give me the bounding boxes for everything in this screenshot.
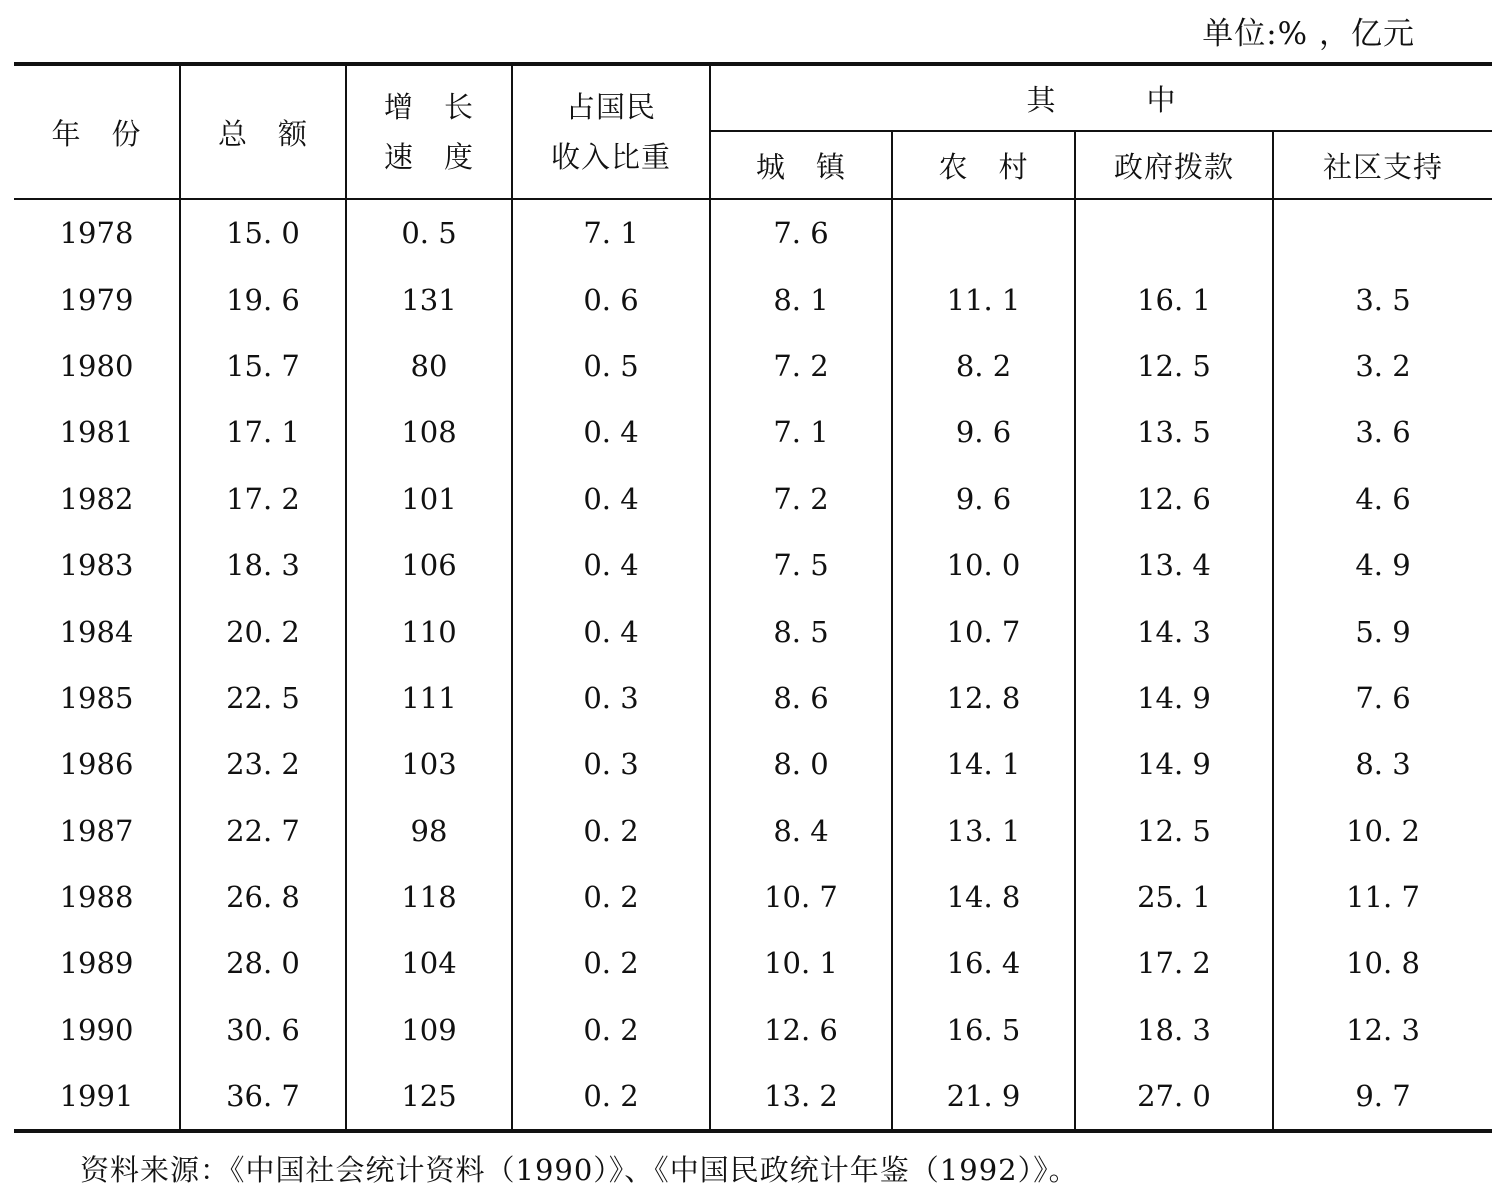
cell-year: 1978 — [14, 199, 180, 266]
cell-share: 0. 3 — [512, 731, 710, 797]
cell-urban: 8. 0 — [710, 731, 892, 797]
cell-rural — [892, 199, 1075, 266]
cell-urban: 13. 2 — [710, 1063, 892, 1131]
cell-year: 1987 — [14, 798, 180, 864]
cell-community: 3. 5 — [1355, 282, 1411, 317]
cell-growth: 118 — [346, 864, 512, 930]
cell-rural: 11. 1 — [892, 266, 1075, 332]
cell-community: 8. 3 — [1355, 747, 1411, 782]
cell-year: 1990 — [14, 997, 180, 1063]
cell-community: 10. 2 — [1346, 813, 1420, 848]
cell-share: 0. 6 — [512, 266, 710, 332]
cell-total: 20. 2 — [180, 598, 346, 664]
cell-community: 3. 6 — [1355, 415, 1411, 450]
table-row — [14, 731, 1492, 797]
cell-total: 36. 7 — [180, 1063, 346, 1131]
cell-community: 5. 9 — [1355, 614, 1411, 649]
cell-gov: 14. 9 — [1075, 731, 1273, 797]
table-row — [14, 798, 1492, 864]
cell-total: 22. 7 — [180, 798, 346, 864]
cell-share: 0. 4 — [512, 598, 710, 664]
header-group: 其 中 — [710, 64, 1492, 131]
cell-gov: 12. 5 — [1075, 798, 1273, 864]
cell-gov: 14. 9 — [1075, 665, 1273, 731]
header-growth: 增 长 速 度 — [346, 64, 512, 199]
table-row — [14, 399, 1492, 465]
cell-share: 0. 5 — [512, 333, 710, 399]
cell-community: 4. 9 — [1355, 548, 1411, 583]
cell-urban: 10. 1 — [710, 930, 892, 996]
cell-rural: 8. 2 — [892, 333, 1075, 399]
cell-growth: 106 — [346, 532, 512, 598]
cell-share: 0. 4 — [512, 399, 710, 465]
cell-share: 0. 3 — [512, 665, 710, 731]
data-table — [14, 62, 1492, 1133]
table-row — [14, 997, 1492, 1063]
cell-urban: 8. 5 — [710, 598, 892, 664]
cell-urban: 8. 4 — [710, 798, 892, 864]
cell-growth: 131 — [346, 266, 512, 332]
cell-growth: 104 — [346, 930, 512, 996]
cell-year: 1989 — [14, 930, 180, 996]
cell-total: 17. 1 — [180, 399, 346, 465]
cell-share: 0. 4 — [512, 466, 710, 532]
cell-rural: 13. 1 — [892, 798, 1075, 864]
table-row — [14, 333, 1492, 399]
cell-community: 4. 6 — [1355, 481, 1411, 516]
cell-year: 1983 — [14, 532, 180, 598]
cell-growth: 80 — [346, 333, 512, 399]
cell-total: 26. 8 — [180, 864, 346, 930]
cell-total: 15. 0 — [180, 199, 346, 266]
cell-share: 0. 2 — [512, 997, 710, 1063]
cell-gov: 17. 2 — [1075, 930, 1273, 996]
cell-urban: 8. 6 — [710, 665, 892, 731]
cell-gov: 13. 4 — [1075, 532, 1273, 598]
cell-share: 0. 4 — [512, 532, 710, 598]
cell-community: 7. 6 — [1355, 680, 1411, 715]
cell-rural: 9. 6 — [892, 399, 1075, 465]
source-note: 资料来源：《中国社会统计资料（1990）》、《中国民政统计年鉴（1992）》。 — [80, 1153, 1079, 1187]
cell-rural: 9. 6 — [892, 466, 1075, 532]
cell-growth: 101 — [346, 466, 512, 532]
cell-growth: 110 — [346, 598, 512, 664]
cell-rural: 12. 8 — [892, 665, 1075, 731]
cell-total: 18. 3 — [180, 532, 346, 598]
cell-share: 0. 2 — [512, 864, 710, 930]
header-share: 占国民 收入比重 — [512, 64, 710, 199]
cell-community: 9. 7 — [1273, 1063, 1492, 1131]
cell-community: 3. 2 — [1355, 348, 1411, 383]
cell-growth: 109 — [346, 997, 512, 1063]
header-gov: 政府拨款 — [1075, 131, 1273, 199]
cell-rural: 14. 1 — [892, 731, 1075, 797]
cell-total: 17. 2 — [180, 466, 346, 532]
header-rural: 农 村 — [892, 131, 1075, 199]
cell-gov: 12. 6 — [1075, 466, 1273, 532]
header-community: 社区支持 — [1273, 131, 1492, 199]
cell-growth: 103 — [346, 731, 512, 797]
cell-growth: 108 — [346, 399, 512, 465]
cell-community — [1273, 199, 1492, 266]
cell-urban: 7. 2 — [710, 333, 892, 399]
cell-year: 1982 — [14, 466, 180, 532]
cell-year: 1984 — [14, 598, 180, 664]
cell-growth: 125 — [346, 1063, 512, 1131]
cell-rural: 16. 5 — [892, 997, 1075, 1063]
cell-total: 22. 5 — [180, 665, 346, 731]
cell-share: 7. 1 — [512, 199, 710, 266]
cell-year: 1985 — [14, 665, 180, 731]
table-row — [14, 930, 1492, 996]
cell-urban: 8. 1 — [710, 266, 892, 332]
cell-gov: 13. 5 — [1075, 399, 1273, 465]
cell-share: 0. 2 — [512, 798, 710, 864]
cell-gov: 12. 5 — [1075, 333, 1273, 399]
cell-gov: 25. 1 — [1075, 864, 1273, 930]
table-row — [14, 532, 1492, 598]
cell-total: 19. 6 — [180, 266, 346, 332]
cell-share: 0. 2 — [512, 930, 710, 996]
table-row — [14, 665, 1492, 731]
cell-rural: 10. 0 — [892, 532, 1075, 598]
unit-note: 单位:% ，亿元 — [1202, 16, 1415, 52]
cell-total: 15. 7 — [180, 333, 346, 399]
cell-urban: 7. 2 — [710, 466, 892, 532]
cell-growth: 98 — [346, 798, 512, 864]
cell-share: 0. 2 — [512, 1063, 710, 1131]
cell-year: 1981 — [14, 399, 180, 465]
cell-urban: 7. 5 — [710, 532, 892, 598]
cell-rural: 16. 4 — [892, 930, 1075, 996]
cell-community: 10. 8 — [1346, 946, 1420, 981]
cell-urban: 12. 6 — [710, 997, 892, 1063]
cell-urban: 7. 1 — [710, 399, 892, 465]
cell-growth: 0. 5 — [346, 199, 512, 266]
cell-gov — [1075, 199, 1273, 266]
cell-gov: 18. 3 — [1075, 997, 1273, 1063]
table-row — [14, 1063, 1492, 1131]
table-body — [14, 199, 1492, 1131]
cell-total: 28. 0 — [180, 930, 346, 996]
table-row — [14, 266, 1492, 332]
cell-year: 1991 — [14, 1063, 180, 1131]
cell-year: 1986 — [14, 731, 180, 797]
cell-gov: 27. 0 — [1075, 1063, 1273, 1131]
table-row — [14, 598, 1492, 664]
table-row — [14, 864, 1492, 930]
cell-rural: 21. 9 — [892, 1063, 1075, 1131]
cell-total: 30. 6 — [180, 997, 346, 1063]
cell-year: 1979 — [14, 266, 180, 332]
table-row — [14, 199, 1492, 266]
cell-gov: 14. 3 — [1075, 598, 1273, 664]
cell-urban: 7. 6 — [710, 199, 892, 266]
cell-community: 12. 3 — [1346, 1012, 1420, 1047]
cell-year: 1980 — [14, 333, 180, 399]
cell-rural: 10. 7 — [892, 598, 1075, 664]
header-year: 年 份 — [14, 64, 180, 199]
cell-year: 1988 — [14, 864, 180, 930]
cell-urban: 10. 7 — [710, 864, 892, 930]
cell-growth: 111 — [346, 665, 512, 731]
header-total: 总 额 — [180, 64, 346, 199]
header-urban: 城 镇 — [710, 131, 892, 199]
table-row — [14, 466, 1492, 532]
cell-rural: 14. 8 — [892, 864, 1075, 930]
cell-gov: 16. 1 — [1075, 266, 1273, 332]
cell-total: 23. 2 — [180, 731, 346, 797]
cell-community: 11. 7 — [1346, 880, 1420, 915]
